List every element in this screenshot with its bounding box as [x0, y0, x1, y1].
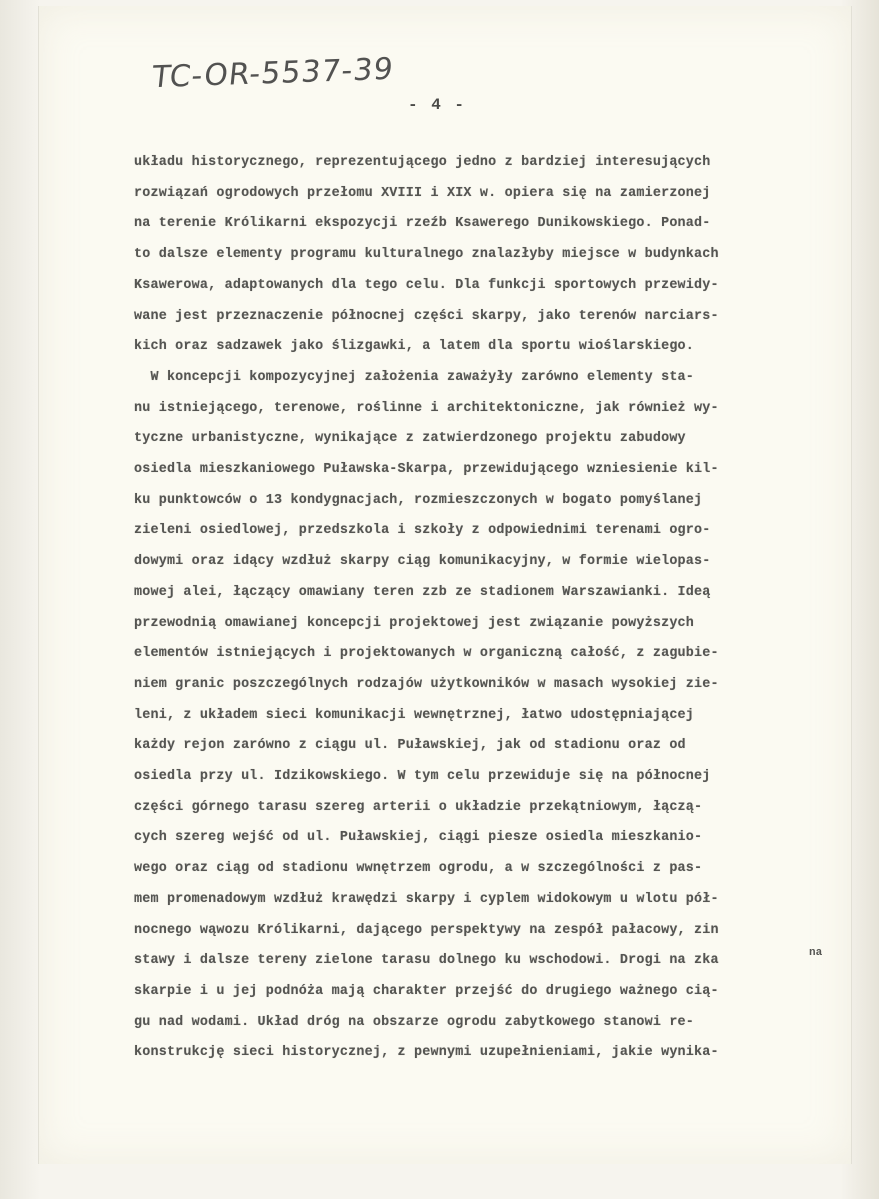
text-line: wego oraz ciąg od stadionu wwnętrzem ogrodu, a w szczególności z pas- — [134, 861, 703, 877]
text-line: nocnego wąwozu Królikarni, dającego perspektywy na zespół pałacowy, zin — [134, 922, 719, 938]
archive-signature-handwritten: TC-OR-5537-39 — [150, 51, 396, 96]
text-line: niem granic poszczególnych rodzajów użytkowników w masach wysokiej zie- — [134, 676, 719, 692]
text-line: zieleni osiedlowej, przedszkola i szkoły z odpowiednimi terenami ogro- — [134, 523, 711, 539]
typewritten-body — [134, 148, 844, 1069]
text-line: tyczne urbanistyczne, wynikające z zatwierdzonego projektu zabudowy — [134, 431, 686, 447]
text-line: części górnego tarasu szereg arterii o układzie przekątniowym, łączą- — [134, 799, 703, 815]
text-line: gu nad wodami. Układ dróg na obszarze ogrodu zabytkowego stanowi re- — [134, 1014, 695, 1030]
text-line: układu historycznego, reprezentującego jedno z bardziej interesujących — [134, 155, 711, 170]
text-line: stawy i dalsze tereny zielone tarasu dolnego ku wschodowi. Drogi na zka — [134, 953, 719, 969]
text-line: osiedla mieszkaniowego Puławska-Skarpa, przewidującego wzniesienie kil- — [134, 462, 719, 478]
text-line: rozwiązań ogrodowych przełomu XVIII i XIX w. opiera się na zamierzonej — [134, 185, 711, 201]
text-line: każdy rejon zarówno z ciągu ul. Puławskiej, jak od stadionu oraz od — [134, 738, 686, 754]
text-line: cych szereg wejść od ul. Puławskiej, ciągi piesze osiedla mieszkanio- — [134, 830, 703, 846]
text-line: ku punktowców o 13 kondygnacjach, rozmieszczonych w bogato pomyślanej — [134, 492, 703, 508]
text-line: wane jest przeznaczenie północnej części skarpy, jako terenów narciars- — [134, 308, 719, 324]
text-line: skarpie i u jej podnóża mają charakter przejść do drugiego ważnego cią- — [134, 983, 719, 999]
text-line: kich oraz sadzawek jako ślizgawki, a latem dla sportu wioślarskiego. — [134, 339, 695, 355]
text-line: elementów istniejących i projektowanych w organiczną całość, z zagubie- — [134, 646, 719, 662]
interlinear-correction: na — [809, 947, 823, 959]
page-number: - 4 - — [408, 96, 467, 114]
text-line: konstrukcję sieci historycznej, z pewnymi uzupełnieniami, jakie wynika- — [134, 1045, 719, 1061]
text-line: W koncepcji kompozycyjnej założenia zaważyły zarówno elementy sta- — [134, 369, 695, 385]
text-line: przewodnią omawianej koncepcji projektowej jest związanie powyższych — [134, 615, 695, 631]
text-line: mowej alei, łączący omawiany teren zzb ze stadionem Warszawianki. Ideą — [134, 584, 711, 600]
text-line: leni, z układem sieci komunikacji wewnętrznej, łatwo udostępniającej — [134, 707, 695, 723]
text-line: mem promenadowym wzdłuż krawędzi skarpy i cyplem widokowym u wlotu pół- — [134, 891, 719, 907]
text-line: dowymi oraz idący wzdłuż skarpy ciąg komunikacyjny, w formie wielopas- — [134, 554, 711, 570]
text-line: na terenie Królikarni ekspozycji rzeźb Ksawerego Dunikowskiego. Ponad- — [134, 216, 711, 232]
text-line: Ksawerowa, adaptowanych dla tego celu. Dla funkcji sportowych przewidy- — [134, 277, 719, 293]
text-line: to dalsze elementy programu kulturalnego znalazłyby miejsce w budynkach — [134, 247, 719, 263]
text-line: osiedla przy ul. Idzikowskiego. W tym celu przewiduje się na północnej — [134, 769, 711, 785]
text-line: nu istniejącego, terenowe, roślinne i architektoniczne, jak również wy- — [134, 400, 719, 416]
